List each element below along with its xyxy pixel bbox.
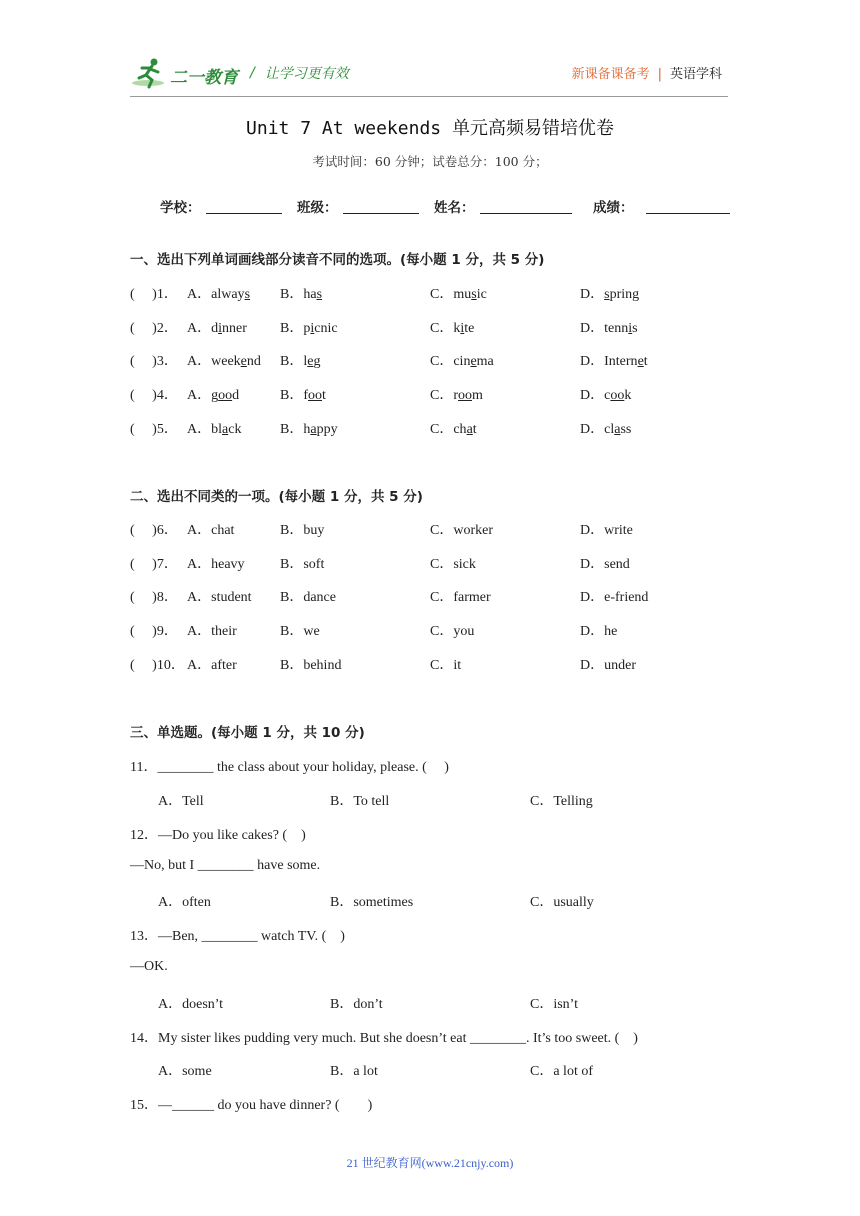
- option-a: A．doesn’t: [158, 997, 224, 1012]
- name-label: 姓名：: [434, 200, 475, 216]
- question-number: ( )1．: [130, 287, 178, 302]
- word-prefix: alway: [211, 287, 245, 302]
- option-letter: B．: [280, 624, 304, 640]
- word-prefix: cl: [604, 421, 615, 437]
- word-suffix: cnic: [314, 320, 338, 336]
- word-underlined-part: e: [470, 354, 477, 370]
- option-a: [187, 654, 237, 674]
- option-b: [280, 283, 322, 303]
- word-underlined-part: s: [604, 287, 610, 302]
- class-label: 班级：: [297, 200, 338, 216]
- option-d: [580, 654, 636, 674]
- question-text: 15．—______ do you have dinner? ( ): [130, 1098, 373, 1113]
- option-letter: D．: [580, 388, 605, 404]
- header-divider: /: [250, 65, 255, 81]
- header-course-label: 新课备课备考: [571, 67, 650, 82]
- word-underlined-part: e: [307, 354, 314, 370]
- word-prefix: week: [211, 354, 241, 370]
- option-c: C．Telling: [530, 794, 593, 809]
- option-a: [187, 384, 239, 404]
- word-suffix: ck: [228, 421, 242, 437]
- question-number: ( )6．: [130, 523, 178, 538]
- option-d: [580, 586, 648, 606]
- word-prefix: mu: [453, 287, 472, 302]
- option-b: B．a lot: [330, 1064, 378, 1079]
- option-letter: D．: [580, 523, 605, 538]
- option-letter: A．: [187, 421, 212, 437]
- option-letter: C．: [430, 287, 454, 302]
- option-word: sick: [453, 556, 476, 572]
- option-letter: C．: [430, 556, 454, 572]
- word-underlined-part: oo: [610, 388, 625, 404]
- class-blank[interactable]: [343, 213, 419, 214]
- option-b: [280, 384, 326, 404]
- word-underlined-part: e: [240, 354, 247, 370]
- option-letter: D．: [580, 320, 605, 336]
- option-c: [430, 654, 461, 674]
- option-word: it: [453, 657, 462, 673]
- option-letter: A．: [187, 354, 212, 370]
- word-underlined-part: a: [614, 421, 621, 437]
- option-c: C．isn’t: [530, 997, 578, 1012]
- question-text: 12．—Do you like cakes? ( ): [130, 828, 306, 843]
- option-letter: D．: [580, 354, 605, 370]
- section-heading: 一、选出下列单词画线部分读音不同的选项。(每小题 1 分，共 5 分): [130, 252, 545, 268]
- option-letter: B．: [280, 421, 304, 437]
- option-d: [580, 384, 631, 404]
- option-a: [187, 418, 241, 438]
- option-letter: C．: [430, 624, 454, 640]
- option-letter: B．: [280, 590, 304, 606]
- option-c: [430, 553, 476, 573]
- score-label: 成绩：: [593, 200, 634, 216]
- section-heading: 三、单选题。(每小题 1 分，共 10 分): [130, 725, 365, 741]
- word-underlined-part: s: [471, 287, 477, 302]
- word-suffix: nner: [222, 320, 247, 336]
- word-suffix: s: [632, 320, 638, 336]
- word-prefix: c: [604, 388, 611, 404]
- word-suffix: ma: [476, 354, 494, 370]
- option-letter: B．: [280, 556, 304, 572]
- word-underlined-part: e: [637, 354, 644, 370]
- word-prefix: Intern: [604, 354, 638, 370]
- word-underlined-part: s: [244, 287, 251, 302]
- option-letter: A．: [187, 523, 212, 538]
- word-underlined-part: i: [310, 320, 315, 336]
- word-suffix: pring: [609, 287, 640, 302]
- option-letter: C．: [430, 657, 454, 673]
- option-letter: C．: [430, 354, 454, 370]
- option-d: [580, 283, 639, 303]
- option-word: after: [211, 657, 237, 673]
- word-prefix: p: [303, 320, 311, 336]
- option-letter: C．: [430, 320, 454, 336]
- option-d: [580, 553, 630, 573]
- word-suffix: ic: [476, 287, 487, 302]
- option-letter: B．: [280, 657, 304, 673]
- question-number: ( )7．: [130, 556, 178, 572]
- question-text: 14．My sister likes pudding very much. But she doesn’t eat ________. It’s too sweet. ( ): [130, 1031, 638, 1046]
- word-underlined-part: s: [316, 287, 323, 302]
- option-a: [187, 586, 252, 606]
- option-b: [280, 317, 338, 337]
- word-prefix: d: [211, 320, 219, 336]
- score-blank[interactable]: [646, 213, 730, 214]
- option-letter: B．: [280, 523, 304, 538]
- word-suffix: d: [232, 388, 240, 404]
- option-word: write: [604, 523, 633, 538]
- word-prefix: tenn: [604, 320, 629, 336]
- option-b: [280, 418, 338, 438]
- word-prefix: bl: [211, 421, 223, 437]
- word-prefix: f: [303, 388, 309, 404]
- option-b: [280, 350, 320, 370]
- school-label: 学校：: [160, 200, 201, 216]
- option-letter: A．: [187, 320, 212, 336]
- option-letter: C．: [430, 421, 454, 437]
- option-a: A．some: [158, 1064, 212, 1079]
- option-letter: B．: [280, 320, 304, 336]
- word-prefix: r: [453, 388, 459, 404]
- option-letter: A．: [187, 590, 212, 606]
- option-letter: D．: [580, 556, 605, 572]
- option-a: [187, 283, 250, 303]
- option-word: you: [453, 624, 475, 640]
- option-letter: B．: [280, 287, 304, 302]
- word-prefix: cin: [453, 354, 471, 370]
- name-blank[interactable]: [480, 213, 572, 214]
- option-letter: B．: [280, 354, 304, 370]
- option-d: [580, 519, 633, 539]
- option-b: B．don’t: [330, 997, 383, 1012]
- question-number: ( )10．: [130, 657, 185, 673]
- question-number: ( )2．: [130, 320, 178, 336]
- option-letter: A．: [187, 657, 212, 673]
- option-word: worker: [453, 523, 493, 538]
- word-underlined-part: a: [310, 421, 317, 437]
- word-suffix: ss: [620, 421, 632, 437]
- option-a: A．Tell: [158, 794, 204, 809]
- option-word: under: [604, 657, 637, 673]
- section-heading: 二、选出不同类的一项。(每小题 1 分，共 5 分): [130, 489, 423, 505]
- question-number: ( )3．: [130, 354, 178, 370]
- question-text: 11．________ the class about your holiday, please. ( ): [130, 760, 449, 775]
- option-b: B．sometimes: [330, 895, 414, 910]
- option-b: [280, 553, 324, 573]
- option-word: heavy: [211, 556, 245, 572]
- word-underlined-part: oo: [308, 388, 323, 404]
- word-suffix: t: [643, 354, 648, 370]
- option-word: farmer: [453, 590, 491, 606]
- option-a: [187, 317, 247, 337]
- question-reply: —OK.: [130, 959, 168, 974]
- option-d: [580, 350, 648, 370]
- question-number: ( )4．: [130, 388, 178, 404]
- option-b: B．To tell: [330, 794, 390, 809]
- header-slogan: 让学习更有效: [264, 66, 349, 82]
- word-suffix: g: [313, 354, 321, 370]
- school-blank[interactable]: [206, 213, 282, 214]
- option-c: [430, 384, 483, 404]
- word-underlined-part: a: [466, 421, 473, 437]
- option-c: [430, 283, 487, 303]
- option-a: [187, 519, 234, 539]
- option-c: [430, 418, 477, 438]
- question-reply: —No, but I ________ have some.: [130, 858, 321, 873]
- word-underlined-part: oo: [458, 388, 473, 404]
- header-subject: 英语学科: [669, 67, 722, 82]
- word-underlined-part: i: [628, 320, 633, 336]
- option-a: [187, 350, 261, 370]
- option-letter: D．: [580, 590, 605, 606]
- logo-text: 二一教育: [170, 68, 238, 88]
- option-a: [187, 620, 237, 640]
- option-c: C．usually: [530, 895, 594, 910]
- word-prefix: k: [453, 320, 461, 336]
- option-c: C．a lot of: [530, 1064, 593, 1079]
- header-right: [572, 63, 722, 82]
- page-title: Unit 7 At weekends 单元高频易错培优卷: [246, 118, 614, 139]
- option-word: e-friend: [604, 590, 649, 606]
- option-a: A．often: [158, 895, 211, 910]
- question-number: ( )8．: [130, 590, 178, 606]
- word-prefix: l: [303, 354, 308, 370]
- option-b: [280, 620, 320, 640]
- option-letter: B．: [280, 388, 304, 404]
- option-word: their: [211, 624, 237, 640]
- question-number: ( )9．: [130, 624, 178, 640]
- option-c: [430, 519, 493, 539]
- question-text: 13．—Ben, ________ watch TV. ( ): [130, 929, 345, 944]
- word-suffix: t: [322, 388, 326, 404]
- option-b: [280, 586, 336, 606]
- header-rule: [130, 96, 728, 97]
- option-b: [280, 519, 324, 539]
- word-suffix: t: [472, 421, 477, 437]
- option-letter: A．: [187, 624, 212, 640]
- option-c: [430, 586, 491, 606]
- word-prefix: ch: [453, 421, 467, 437]
- option-letter: C．: [430, 523, 454, 538]
- word-underlined-part: i: [460, 320, 465, 336]
- option-d: [580, 620, 617, 640]
- option-c: [430, 620, 474, 640]
- exam-meta: 考试时间：60 分钟；试卷总分：100 分；: [312, 154, 548, 169]
- option-c: [430, 350, 494, 370]
- word-suffix: ppy: [316, 421, 338, 437]
- option-b: [280, 654, 341, 674]
- word-suffix: k: [624, 388, 632, 404]
- option-letter: C．: [430, 388, 454, 404]
- option-letter: A．: [187, 287, 212, 302]
- word-suffix: m: [472, 388, 483, 404]
- option-letter: D．: [580, 657, 605, 673]
- option-letter: D．: [580, 287, 605, 302]
- option-letter: C．: [430, 590, 454, 606]
- header-separator: |: [657, 67, 662, 82]
- word-suffix: te: [464, 320, 475, 336]
- page-footer: 21 世纪教育网(www.21cnjy.com): [346, 1156, 514, 1170]
- option-word: he: [604, 624, 618, 640]
- option-word: send: [604, 556, 630, 572]
- word-prefix: h: [303, 421, 311, 437]
- option-word: behind: [303, 657, 342, 673]
- option-d: [580, 418, 631, 438]
- word-underlined-part: a: [222, 421, 229, 437]
- question-number: ( )5．: [130, 421, 178, 437]
- option-letter: D．: [580, 624, 605, 640]
- option-letter: D．: [580, 421, 605, 437]
- option-word: buy: [303, 523, 325, 538]
- option-word: chat: [211, 523, 235, 538]
- option-letter: A．: [187, 388, 212, 404]
- option-word: dance: [303, 590, 336, 606]
- option-word: soft: [303, 556, 325, 572]
- word-suffix: nd: [246, 354, 261, 370]
- word-underlined-part: oo: [218, 388, 233, 404]
- word-prefix: g: [211, 388, 219, 404]
- header-brand: [130, 56, 349, 90]
- option-word: we: [303, 624, 320, 640]
- word-prefix: ha: [303, 287, 317, 302]
- option-letter: A．: [187, 556, 212, 572]
- option-c: [430, 317, 474, 337]
- option-a: [187, 553, 245, 573]
- word-underlined-part: i: [218, 320, 223, 336]
- option-d: [580, 317, 638, 337]
- option-word: student: [211, 590, 252, 606]
